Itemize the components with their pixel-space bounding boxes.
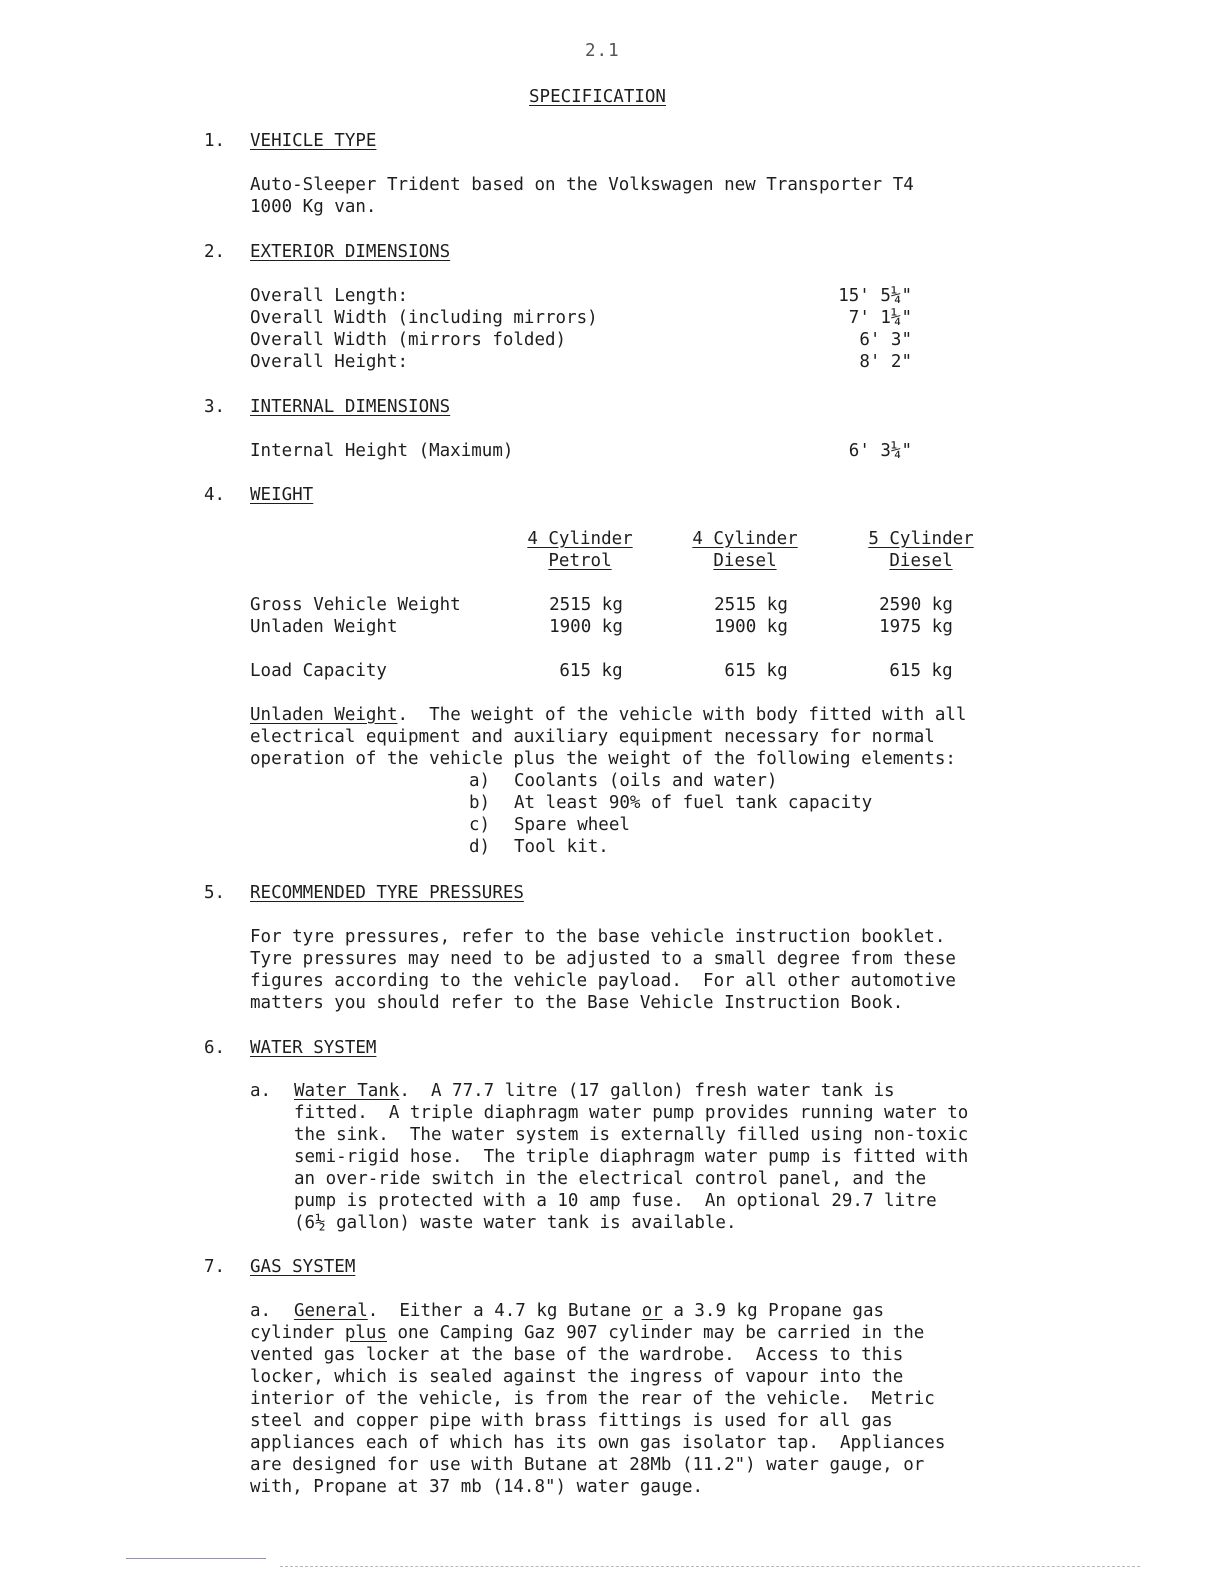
paragraph-line: Tyre pressures may need to be adjusted to a small degree from these	[250, 949, 956, 969]
paragraph-line: operation of the vehicle plus the weight of the following elements:	[250, 749, 956, 769]
footer-rule	[126, 1558, 266, 1559]
column-header: Diesel	[713, 551, 777, 571]
paragraph-line: Auto-Sleeper Trident based on the Volkswagen new Transporter T4	[250, 175, 914, 195]
page-title: SPECIFICATION	[529, 87, 666, 107]
note-text: . The weight of the vehicle with body fitted with all	[397, 705, 967, 725]
paragraph-line: an over-ride switch in the electrical control panel, and the	[294, 1169, 927, 1189]
column-header: 4 Cylinder	[692, 529, 798, 549]
dimension-label: Internal Height (Maximum)	[250, 441, 514, 461]
section-number: 5.	[204, 883, 226, 903]
list-item: Spare wheel	[514, 815, 630, 835]
dimension-value: 7' 1¼"	[848, 308, 912, 328]
list-item: At least 90% of fuel tank capacity	[514, 793, 873, 813]
list-item: Coolants (oils and water)	[514, 771, 778, 791]
weight-cell: 2515 kg	[714, 595, 788, 615]
list-marker: a)	[469, 771, 491, 791]
column-header: 5 Cylinder	[868, 529, 974, 549]
weight-cell: 615 kg	[889, 661, 953, 681]
dimension-value: 6' 3"	[859, 330, 912, 350]
column-header: 4 Cylinder	[527, 529, 633, 549]
gas-term: General	[294, 1301, 368, 1321]
paragraph-line: electrical equipment and auxiliary equipment necessary for normal	[250, 727, 935, 747]
paragraph-line: fitted. A triple diaphragm water pump provides running water to	[294, 1103, 969, 1123]
list-marker: d)	[469, 837, 491, 857]
list-marker: c)	[469, 815, 491, 835]
paragraph-line: interior of the vehicle, is from the rear of the vehicle. Metric	[250, 1389, 935, 1409]
section-heading-tyre-pressures: RECOMMENDED TYRE PRESSURES	[250, 883, 524, 903]
paragraph-line: figures according to the vehicle payload. For all other automotive	[250, 971, 956, 991]
section-number: 6.	[204, 1038, 226, 1058]
water-term: Water Tank	[294, 1081, 400, 1101]
section-number: 2.	[204, 242, 226, 262]
weight-cell: 615 kg	[559, 661, 623, 681]
paragraph-line: locker, which is sealed against the ingress of vapour into the	[250, 1367, 904, 1387]
gas-text: one Camping Gaz 907 cylinder may be carried in the	[386, 1323, 925, 1343]
gas-text: cylinder	[250, 1323, 345, 1343]
paragraph-line: are designed for use with Butane at 28Mb (11.2") water gauge, or	[250, 1455, 925, 1475]
dimension-label: Overall Length:	[250, 286, 409, 306]
paragraph-line: 1000 Kg van.	[250, 197, 377, 217]
section-number: 1.	[204, 131, 226, 151]
paragraph-line: steel and copper pipe with brass fittings is used for all gas	[250, 1411, 893, 1431]
section-heading-water-system: WATER SYSTEM	[250, 1038, 377, 1058]
weight-cell: 1975 kg	[879, 617, 953, 637]
weight-row-label: Gross Vehicle Weight	[250, 595, 461, 615]
water-first-line	[294, 1080, 895, 1102]
section-number: 7.	[204, 1257, 226, 1277]
paragraph-line: the sink. The water system is externally filled using non-toxic	[294, 1125, 969, 1145]
emphasis-plus: plus	[344, 1323, 387, 1343]
footer-dashed-line	[280, 1566, 1140, 1567]
paragraph-line: vented gas locker at the base of the wardrobe. Access to this	[250, 1345, 904, 1365]
section-number: 3.	[204, 397, 226, 417]
gas-first-line	[294, 1300, 884, 1322]
gas-text: a 3.9 kg Propane gas	[662, 1301, 885, 1321]
weight-row-label: Load Capacity	[250, 661, 387, 681]
section-heading-weight: WEIGHT	[250, 485, 314, 505]
section-heading-gas-system: GAS SYSTEM	[250, 1257, 356, 1277]
section-heading-internal-dimensions: INTERNAL DIMENSIONS	[250, 397, 451, 417]
list-marker: a.	[250, 1301, 272, 1321]
page-number: 2.1	[585, 41, 620, 61]
paragraph-line: (6½ gallon) waste water tank is available.	[294, 1213, 737, 1233]
weight-cell: 615 kg	[724, 661, 788, 681]
dimension-value: 6' 3¼"	[848, 441, 912, 461]
dimension-label: Overall Width (mirrors folded)	[250, 330, 567, 350]
section-heading-exterior-dimensions: EXTERIOR DIMENSIONS	[250, 242, 451, 262]
list-item: Tool kit.	[514, 837, 609, 857]
column-header: Petrol	[548, 551, 612, 571]
paragraph-line: with, Propane at 37 mb (14.8") water gauge.	[250, 1477, 704, 1497]
note-first-line	[250, 704, 966, 726]
list-marker: b)	[469, 793, 491, 813]
weight-cell: 2590 kg	[879, 595, 953, 615]
paragraph-line: pump is protected with a 10 amp fuse. An optional 29.7 litre	[294, 1191, 937, 1211]
column-header: Diesel	[889, 551, 953, 571]
gas-text: . Either a 4.7 kg Butane	[367, 1301, 642, 1321]
section-number: 4.	[204, 485, 226, 505]
dimension-label: Overall Height:	[250, 352, 409, 372]
weight-row-label: Unladen Weight	[250, 617, 398, 637]
paragraph-line: appliances each of which has its own gas isolator tap. Appliances	[250, 1433, 946, 1453]
list-marker: a.	[250, 1081, 272, 1101]
weight-cell: 1900 kg	[714, 617, 788, 637]
note-term: Unladen Weight	[250, 705, 398, 725]
dimension-label: Overall Width (including mirrors)	[250, 308, 598, 328]
emphasis-or: or	[641, 1301, 663, 1321]
paragraph-line: semi-rigid hose. The triple diaphragm water pump is fitted with	[294, 1147, 969, 1167]
section-heading-vehicle-type: VEHICLE TYPE	[250, 131, 377, 151]
paragraph-line: For tyre pressures, refer to the base vehicle instruction booklet.	[250, 927, 946, 947]
dimension-value: 15' 5¼"	[838, 286, 912, 306]
gas-second-line	[250, 1322, 924, 1344]
water-text: . A 77.7 litre (17 gallon) fresh water tank is	[399, 1081, 895, 1101]
dimension-value: 8' 2"	[859, 352, 912, 372]
weight-cell: 1900 kg	[549, 617, 623, 637]
weight-cell: 2515 kg	[549, 595, 623, 615]
paragraph-line: matters you should refer to the Base Vehicle Instruction Book.	[250, 993, 904, 1013]
